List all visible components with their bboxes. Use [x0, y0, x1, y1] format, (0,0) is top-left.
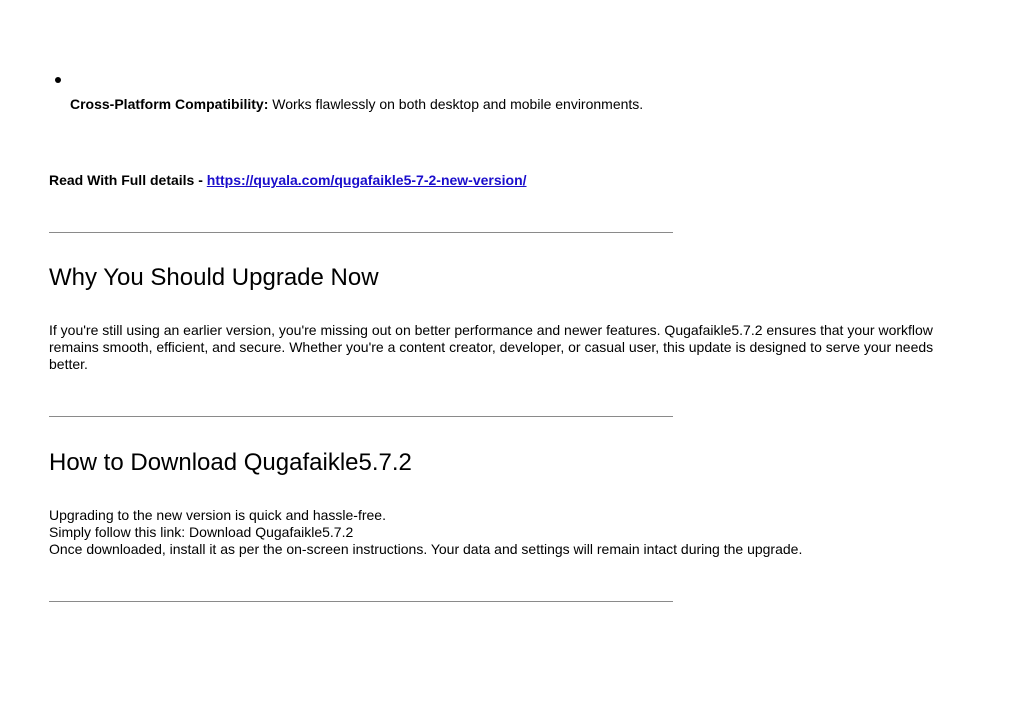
- paragraph-line: Once downloaded, install it as per the on-screen instructions. Your data and settings will remain intact during the upgrade.: [49, 541, 803, 557]
- section-paragraph-download: [49, 507, 979, 558]
- section-heading-download: How to Download Qugafaikle5.7.2: [49, 449, 412, 476]
- read-more-link[interactable]: https://quyala.com/qugafaikle5-7-2-new-version/: [206, 172, 527, 188]
- feature-text: Works flawlessly on both desktop and mobile environments.: [268, 96, 644, 112]
- paragraph-line: Upgrading to the new version is quick and hassle-free.: [49, 507, 386, 523]
- read-more-line: [49, 172, 527, 189]
- section-heading-upgrade: Why You Should Upgrade Now: [49, 264, 379, 291]
- paragraph-line: remains smooth, efficient, and secure. Whether you're a content creator, developer, or casual user, this update is designed to serve your needs: [49, 339, 934, 355]
- feature-label: Cross-Platform Compatibility:: [70, 96, 269, 112]
- horizontal-divider: [49, 601, 673, 602]
- horizontal-divider: [49, 416, 673, 417]
- list-bullet: [55, 74, 67, 88]
- read-more-label: Read With Full details -: [49, 172, 207, 188]
- bullet-dot-icon: [55, 77, 61, 83]
- feature-item: [70, 96, 643, 113]
- paragraph-line: better.: [49, 356, 88, 372]
- paragraph-line: Simply follow this link: Download Qugafaikle5.7.2: [49, 524, 354, 540]
- horizontal-divider: [49, 232, 673, 233]
- paragraph-line: If you're still using an earlier version, you're missing out on better performance and newer features. Qugafaikle5.7.2 ensures that your workflow: [49, 322, 933, 338]
- section-paragraph-upgrade: [49, 322, 979, 373]
